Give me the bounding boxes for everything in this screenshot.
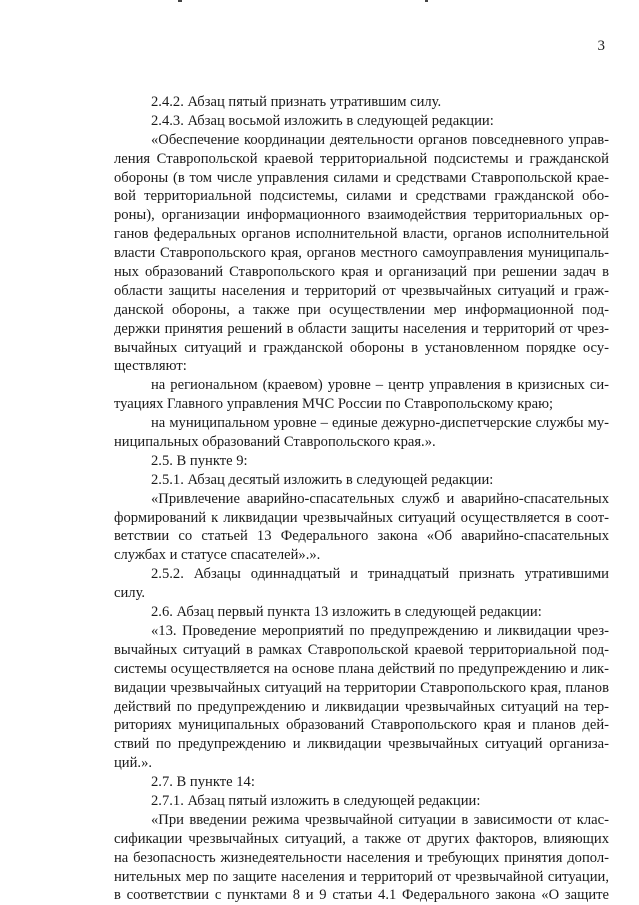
text-line: «13. Проведение мероприятий по предупреждению и ликвидации чрез-: [151, 622, 609, 639]
text-line: «Обеспечение координации деятельности органов повседневного управ-: [151, 131, 609, 148]
text-line: 2.7.1. Абзац пятый изложить в следующей редакции:: [151, 792, 481, 809]
text-line: области защиты населения и территорий от чрезвычайных ситуаций и граж-: [114, 282, 609, 299]
text-line: на муниципальном уровне – единые дежурно-диспетчерские службы му-: [151, 415, 609, 432]
text-line: 2.4.2. Абзац пятый признать утратившим силу.: [151, 94, 442, 110]
text-line: ниципальных образований Ставропольского края.».: [114, 434, 436, 451]
text-line: на безопасность жизнедеятельности населения и требующих принятия допол-: [114, 849, 609, 866]
text-line: системы осуществляется на основе плана действий по предупреждению и лик-: [114, 660, 609, 677]
page-number: 3: [597, 38, 605, 54]
text-line: обороны (в том числе управления силами и средствами Ставропольской крае-: [114, 169, 609, 186]
text-line: 2.5. В пункте 9:: [151, 452, 248, 469]
text-line: нительных мер по защите населения и территорий от чрезвычайной ситуации,: [114, 868, 609, 885]
text-line: держки принятия решений в области защиты населения и территорий от чрез-: [114, 320, 609, 337]
text-line: «Привлечение аварийно-спасательных служб и аварийно-спасательных: [151, 490, 609, 507]
text-line: риториях муниципальных образований Ставропольского края и планов дей-: [114, 717, 609, 734]
text-line: ществляют:: [114, 358, 187, 375]
text-line: власти Ставропольского края, органов местного самоуправления муниципаль-: [114, 245, 609, 262]
text-line: на региональном (краевом) уровне – центр управления в кризисных си-: [151, 377, 609, 394]
text-line: формирований к ликвидации чрезвычайных ситуаций осуществляется в соот-: [114, 509, 609, 526]
scan-artifact: [425, 0, 428, 2]
text-line: 2.6. Абзац первый пункта 13 изложить в следующей редакции:: [151, 604, 542, 621]
text-line: 2.5.1. Абзац десятый изложить в следующей редакции:: [151, 471, 494, 488]
text-line: вычайных ситуаций и гражданской обороны в установленном порядке осу-: [114, 339, 609, 356]
text-line: данской обороны, а также при осуществлении мер информационной под-: [114, 301, 609, 318]
text-line: ганов федеральных органов исполнительной власти, органов исполнительной: [114, 226, 609, 243]
text-line: видации чрезвычайных ситуаций на территории Ставропольского края, планов: [114, 679, 609, 696]
text-line: вой территориальной подсистемы, силами и средствами гражданской обо-: [114, 188, 609, 205]
text-line: ствий по предупреждению и ликвидации чрезвычайных ситуаций организа-: [114, 736, 609, 753]
text-line: службах и статусе спасателей».».: [114, 547, 321, 564]
text-line: 2.7. В пункте 14:: [151, 774, 255, 791]
text-line: ций.».: [114, 755, 153, 772]
text-line: действий по предупреждению и ликвидации чрезвычайных ситуаций на тер-: [114, 698, 609, 715]
text-line: в соответствии с пунктами 8 и 9 статьи 4.1 Федерального закона «О защите: [114, 887, 609, 904]
text-line: ных образований Ставропольского края и организаций при решении задач в: [114, 264, 609, 281]
text-line: вычайных ситуаций в рамках Ставропольской краевой территориальной под-: [114, 641, 609, 658]
text-line: 2.5.2. Абзацы одиннадцатый и тринадцатый признать утратившими: [151, 566, 609, 583]
text-line: роны), организации информационного взаимодействия территориальных ор-: [114, 207, 609, 224]
text-line: ления Ставропольской краевой территориальной подсистемы и гражданской: [114, 150, 609, 167]
document-body: [114, 93, 609, 905]
text-line: силу.: [114, 585, 146, 602]
text-line: «При введении режима чрезвычайной ситуации в зависимости от клас-: [151, 811, 609, 828]
text-line: ветствии со статьей 13 Федерального закона «Об аварийно-спасательных: [114, 528, 609, 545]
scan-artifact: [178, 0, 182, 2]
text-line: 2.4.3. Абзац восьмой изложить в следующей редакции:: [151, 112, 494, 129]
text-line: сификации чрезвычайных ситуаций, а также от других факторов, влияющих: [114, 830, 609, 847]
text-line: туациях Главного управления МЧС России по Ставропольскому краю;: [114, 396, 554, 413]
